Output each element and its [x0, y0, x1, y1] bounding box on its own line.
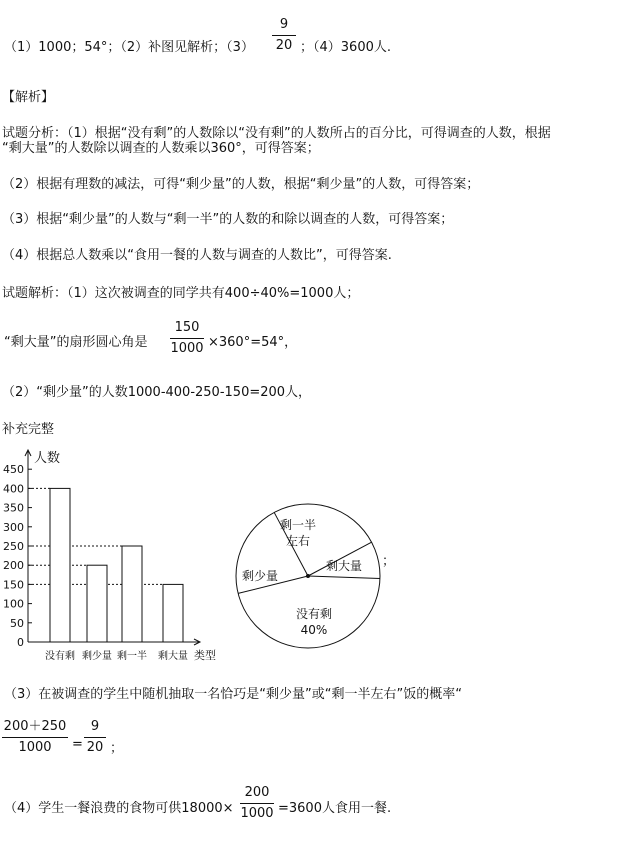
section-heading: 【解析】: [2, 90, 55, 105]
y-tick-label: 200: [3, 559, 24, 573]
fraction-denominator: 1000: [170, 341, 204, 356]
analysis-line-4: （3）根据“剩少量”的人数与“剩一半”的人数的和除以调查的人数，可得答案；: [2, 212, 454, 227]
bar-1: [50, 488, 70, 642]
solution-line-7-post: =3600人食用一餐.: [278, 801, 392, 816]
fraction-bar: [84, 737, 106, 738]
fraction-numerator: 150: [174, 320, 200, 335]
x-category-label: 剩大量: [158, 651, 188, 662]
x-category-label: 没有剩: [45, 651, 75, 662]
pie-chart: [232, 502, 392, 652]
y-tick-label: 150: [3, 578, 24, 592]
fraction-denominator: 20: [275, 38, 293, 53]
y-tick-label: 450: [3, 463, 24, 477]
probability-result-fraction: [84, 719, 106, 756]
solution-line-1: 试题解析：（1）这次被调查的同学共有400÷40%=1000人；: [2, 286, 360, 301]
meals-fraction: [240, 785, 274, 822]
solution-line-2-post: ×360°=54°，: [208, 335, 298, 350]
bar-3: [122, 546, 142, 642]
fraction-numerator: 200: [244, 785, 270, 800]
pie-center: [306, 574, 310, 578]
fraction-bar: [2, 737, 68, 738]
bar-2: [87, 565, 107, 642]
solution-line-7-pre: （4）学生一餐浪费的食物可供18000×: [4, 801, 234, 816]
x-axis-label: 类型: [194, 649, 216, 662]
y-tick-label: 400: [3, 482, 24, 496]
answer-text-1: （1）1000；54°；（2）补图见解析；（3）: [4, 40, 254, 55]
pie-slice-label: 左右: [285, 534, 311, 548]
probability-fraction: [2, 719, 68, 756]
fraction-numerator: 9: [279, 17, 289, 32]
analysis-line-5: （4）根据总人数乘以“食用一餐的人数与调查的人数比”，可得答案.: [2, 248, 392, 263]
answer-text-2: ；（4）3600人.: [300, 40, 391, 55]
y-axis-label: 人数: [34, 451, 61, 466]
answer-fraction: [272, 17, 296, 54]
y-tick-label: 100: [3, 597, 24, 611]
charts-trailing-punctuation: ；: [382, 554, 396, 569]
fraction-denominator: 1000: [240, 806, 274, 821]
central-angle-fraction: [170, 320, 204, 357]
solution-line-5: （3）在被调查的学生中随机抽取一名恰巧是“剩少量”或“剩一半左右”饭的概率“: [4, 687, 462, 702]
pie-slice-label: 剩少量: [241, 569, 279, 583]
y-tick-label: 350: [3, 501, 24, 515]
pie-slice-label: 40%: [300, 623, 328, 637]
analysis-line-3: （2）根据有理数的减法，可得“剩少量”的人数，根据“剩少量”的人数，可得答案；: [2, 177, 480, 192]
solution-line-2-pre: “剩大量”的扇形圆心角是: [4, 335, 148, 350]
fraction-bar: [170, 338, 204, 339]
y-tick-label: 250: [3, 540, 24, 553]
fraction-bar: [240, 803, 274, 804]
pie-slice-label: 剩一半: [279, 518, 317, 532]
analysis-line-1: 试题分析：（1）根据“没有剩”的人数除以“没有剩”的人数所占的百分比，可得调查的人数，根据: [2, 126, 551, 141]
solution-line-4: 补充完整: [2, 422, 55, 437]
y-tick-label: 50: [10, 616, 24, 630]
y-tick-label: 0: [17, 636, 24, 649]
fraction-denominator: 1000: [18, 740, 52, 755]
probability-punctuation: ；: [110, 741, 124, 756]
fraction-denominator: 20: [86, 740, 104, 755]
pie-slice-label: 剩大量: [325, 559, 363, 573]
analysis-line-2: “剩大量”的人数除以调查的人数乘以360°，可得答案；: [2, 141, 320, 156]
equals-sign: =: [72, 737, 83, 752]
pie-slice-label: 没有剩: [295, 607, 333, 621]
x-category-label: 剩一半: [117, 651, 147, 662]
fraction-bar: [272, 35, 296, 36]
bar-4: [163, 584, 183, 642]
bar-chart: [0, 448, 225, 668]
solution-line-3: （2）“剩少量”的人数1000-400-250-150=200人，: [2, 385, 312, 400]
x-category-label: 剩少量: [82, 651, 112, 662]
fraction-numerator: 200＋250: [3, 719, 67, 734]
y-tick-label: 300: [3, 520, 24, 534]
fraction-numerator: 9: [90, 719, 100, 734]
